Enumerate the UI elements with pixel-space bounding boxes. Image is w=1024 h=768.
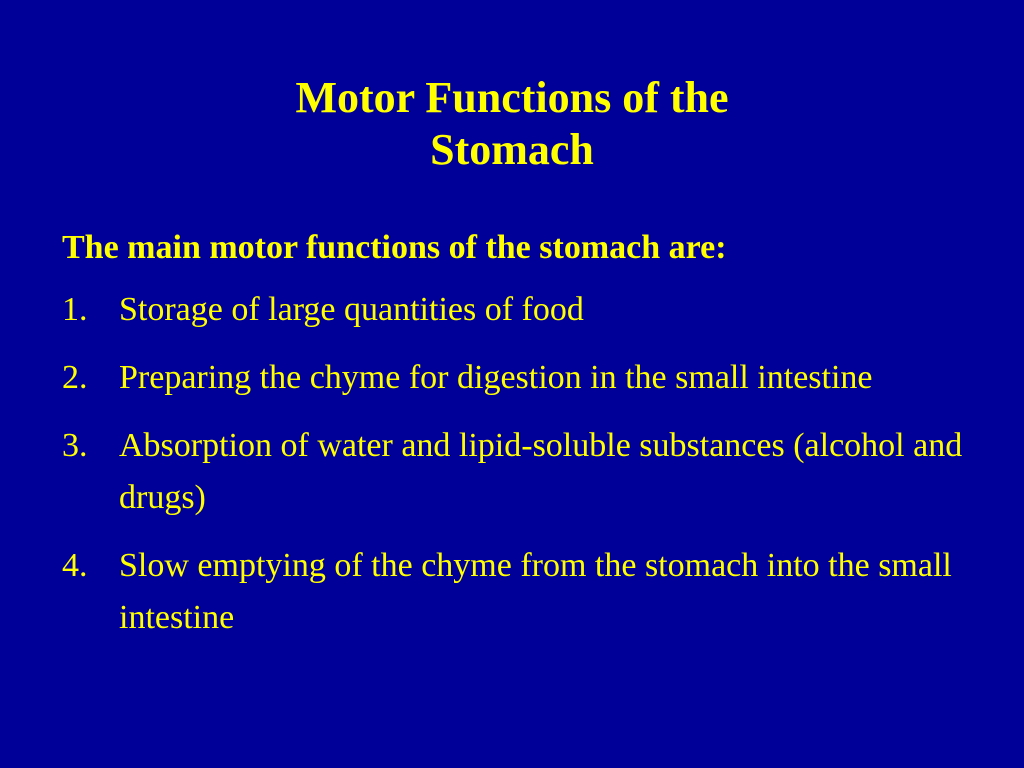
- list-item-text: Preparing the chyme for digestion in the small intestine: [119, 359, 873, 396]
- list-item-text: Storage of large quantities of food: [119, 291, 584, 328]
- list-item: [62, 540, 982, 644]
- list-item-number: 1.: [62, 291, 88, 328]
- list-item-text: Slow emptying of the chyme from the stomach into the small intestine: [119, 547, 952, 636]
- list-item-number: 3.: [62, 427, 88, 464]
- slide-title-line-2: Stomach: [430, 125, 594, 174]
- list-item-number: 4.: [62, 547, 88, 584]
- slide-title: [0, 72, 1024, 176]
- list-item: [62, 420, 982, 524]
- list-item-number: 2.: [62, 359, 88, 396]
- slide-title-line-1: Motor Functions of the: [295, 73, 729, 122]
- list-item: [62, 352, 982, 404]
- function-list: [62, 284, 982, 660]
- intro-text: The main motor functions of the stomach are:: [62, 229, 727, 266]
- list-item-text: Absorption of water and lipid-soluble substances (alcohol and drugs): [119, 427, 963, 516]
- list-item: [62, 284, 982, 336]
